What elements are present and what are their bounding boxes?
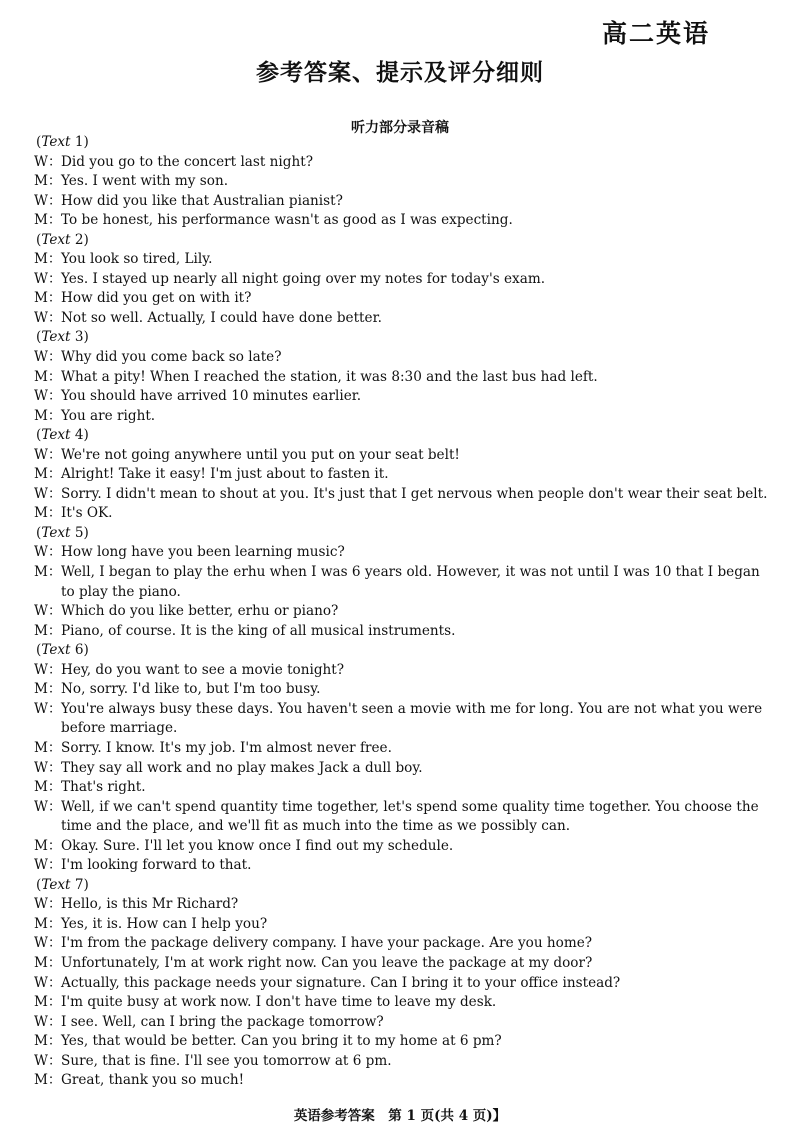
text-heading-number: 2 bbox=[74, 231, 84, 248]
dialogue-text: Actually, this package needs your signature. Can I bring it to your office instead? bbox=[61, 974, 621, 991]
dialogue-text: Yes. I stayed up nearly all night going over my notes for today's exam. bbox=[61, 270, 546, 287]
speaker-initial: W bbox=[34, 1052, 48, 1069]
text-heading-label: Text bbox=[41, 134, 71, 150]
text-heading-number: 6 bbox=[74, 642, 84, 659]
dialogue-text: Not so well. Actually, I could have done better. bbox=[61, 309, 382, 326]
speaker-initial: W bbox=[34, 798, 48, 815]
dialogue-text: Why did you come back so late? bbox=[61, 349, 282, 366]
speaker-label: M： bbox=[34, 212, 62, 229]
dialogue-line bbox=[34, 543, 774, 563]
dialogue-line bbox=[34, 974, 774, 994]
speaker-initial: W bbox=[34, 270, 48, 287]
speaker-initial: W bbox=[34, 661, 48, 678]
speaker-label: W： bbox=[34, 192, 62, 209]
dialogue-text: We're not going anywhere until you put on your seat belt! bbox=[61, 446, 460, 463]
text-heading-number: 5 bbox=[74, 524, 84, 541]
speaker-initial: W bbox=[34, 349, 48, 366]
text-heading-label: Text bbox=[41, 876, 71, 893]
dialogue-text: Piano, of course. It is the king of all musical instruments. bbox=[61, 622, 456, 639]
text-heading: (Text 4) bbox=[36, 427, 89, 444]
dialogue-line bbox=[34, 270, 774, 290]
section-title: 听力部分录音稿 bbox=[351, 120, 449, 136]
speaker-initial: M bbox=[34, 837, 48, 854]
speaker-label: M： bbox=[34, 290, 62, 307]
dialogue-text: What a pity! When I reached the station, it was 8:30 and the last bus had left. bbox=[61, 368, 598, 385]
speaker-label: M： bbox=[34, 779, 62, 796]
dialogue-line bbox=[34, 798, 774, 837]
dialogue-text: You're always busy these days. You haven't seen a movie with me for long. You are not what you were before marriage. bbox=[61, 700, 763, 737]
text-heading: (Text 1) bbox=[36, 134, 89, 150]
dialogue-line bbox=[34, 915, 774, 935]
speaker-label: W： bbox=[34, 759, 62, 776]
dialogue-line bbox=[34, 837, 774, 857]
dialogue-line bbox=[34, 368, 774, 388]
speaker-label: M： bbox=[34, 173, 62, 190]
dialogue-line bbox=[34, 1032, 774, 1052]
text-heading-label: Text bbox=[41, 329, 71, 346]
dialogue-line bbox=[34, 622, 774, 642]
dialogue-line bbox=[34, 465, 774, 485]
speaker-initial: M bbox=[34, 681, 48, 698]
text-heading-number: 4 bbox=[74, 427, 84, 444]
dialogue-line bbox=[34, 680, 774, 700]
dialogue-line bbox=[34, 778, 774, 798]
speaker-initial: M bbox=[34, 173, 48, 190]
speaker-label: W： bbox=[34, 603, 62, 620]
dialogue-text: No, sorry. I'd like to, but I'm too busy. bbox=[61, 681, 321, 698]
page-footer: 英语参考答案 第 1 页(共 4 页)】 bbox=[293, 1108, 507, 1124]
dialogue-line bbox=[34, 856, 774, 876]
speaker-label: W： bbox=[34, 700, 62, 717]
dialogue-line bbox=[34, 1052, 774, 1072]
subject-label: 高二英语 bbox=[601, 19, 710, 48]
speaker-label: M： bbox=[34, 994, 62, 1011]
speaker-label: W： bbox=[34, 153, 62, 170]
speaker-label: W： bbox=[34, 309, 62, 326]
speaker-label: W： bbox=[34, 270, 62, 287]
text-heading-number: 1 bbox=[74, 134, 84, 150]
speaker-label: W： bbox=[34, 857, 62, 874]
speaker-initial: M bbox=[34, 212, 48, 229]
speaker-initial: M bbox=[34, 505, 48, 522]
listening-transcript bbox=[34, 133, 774, 1091]
dialogue-text: Sure, that is fine. I'll see you tomorrow at 6 pm. bbox=[61, 1052, 392, 1069]
dialogue-line bbox=[34, 661, 774, 681]
speaker-initial: M bbox=[34, 407, 48, 424]
dialogue-line bbox=[34, 759, 774, 779]
speaker-initial: W bbox=[34, 700, 48, 717]
text-heading: (Text 7) bbox=[36, 876, 89, 893]
speaker-label: M： bbox=[34, 564, 62, 581]
dialogue-text: Sorry. I know. It's my job. I'm almost never free. bbox=[61, 739, 392, 756]
text-heading-label: Text bbox=[41, 524, 71, 541]
speaker-label: M： bbox=[34, 407, 62, 424]
dialogue-line bbox=[34, 250, 774, 270]
speaker-initial: M bbox=[34, 622, 48, 639]
speaker-initial: M bbox=[34, 368, 48, 385]
dialogue-line bbox=[34, 739, 774, 759]
speaker-initial: M bbox=[34, 739, 48, 756]
dialogue-line bbox=[34, 446, 774, 466]
dialogue-line bbox=[34, 954, 774, 974]
text-heading-label: Text bbox=[41, 427, 71, 444]
dialogue-line bbox=[34, 504, 774, 524]
speaker-initial: W bbox=[34, 485, 48, 502]
speaker-initial: W bbox=[34, 192, 48, 209]
speaker-initial: M bbox=[34, 466, 48, 483]
speaker-label: M： bbox=[34, 251, 62, 268]
speaker-label: M： bbox=[34, 1033, 62, 1050]
speaker-initial: M bbox=[34, 251, 48, 268]
dialogue-line bbox=[34, 993, 774, 1013]
dialogue-line bbox=[34, 387, 774, 407]
speaker-label: W： bbox=[34, 1013, 62, 1030]
speaker-label: M： bbox=[34, 739, 62, 756]
speaker-initial: M bbox=[34, 1033, 48, 1050]
speaker-initial: W bbox=[34, 309, 48, 326]
speaker-initial: W bbox=[34, 974, 48, 991]
speaker-initial: W bbox=[34, 1013, 48, 1030]
speaker-initial: M bbox=[34, 994, 48, 1011]
speaker-initial: M bbox=[34, 779, 48, 796]
dialogue-line bbox=[34, 289, 774, 309]
speaker-initial: W bbox=[34, 935, 48, 952]
speaker-label: W： bbox=[34, 388, 62, 405]
dialogue-text: How long have you been learning music? bbox=[61, 544, 345, 561]
dialogue-text: Unfortunately, I'm at work right now. Can you leave the package at my door? bbox=[61, 954, 593, 971]
speaker-initial: W bbox=[34, 388, 48, 405]
dialogue-line bbox=[34, 700, 774, 739]
dialogue-text: Yes, that would be better. Can you bring it to my home at 6 pm? bbox=[61, 1033, 502, 1050]
dialogue-text: Hello, is this Mr Richard? bbox=[61, 896, 239, 913]
dialogue-text: I'm from the package delivery company. I have your package. Are you home? bbox=[61, 935, 593, 952]
speaker-label: M： bbox=[34, 915, 62, 932]
speaker-label: W： bbox=[34, 485, 62, 502]
speaker-label: M： bbox=[34, 954, 62, 971]
dialogue-text: Yes. I went with my son. bbox=[61, 173, 229, 190]
dialogue-line bbox=[34, 192, 774, 212]
speaker-initial: W bbox=[34, 896, 48, 913]
text-heading-label: Text bbox=[41, 642, 71, 659]
dialogue-line bbox=[34, 172, 774, 192]
text-heading: (Text 2) bbox=[36, 231, 89, 248]
speaker-label: M： bbox=[34, 368, 62, 385]
speaker-label: W： bbox=[34, 446, 62, 463]
speaker-label: W： bbox=[34, 544, 62, 561]
text-heading: (Text 6) bbox=[36, 642, 89, 659]
speaker-label: W： bbox=[34, 974, 62, 991]
speaker-initial: M bbox=[34, 1072, 48, 1089]
dialogue-text: Hey, do you want to see a movie tonight? bbox=[61, 661, 345, 678]
dialogue-text: Well, I began to play the erhu when I was 6 years old. However, it was not until I was 10 that I began to play the piano. bbox=[61, 564, 760, 600]
dialogue-line bbox=[34, 309, 774, 329]
dialogue-text: You should have arrived 10 minutes earlier. bbox=[61, 388, 362, 405]
dialogue-text: They say all work and no play makes Jack a dull boy. bbox=[61, 759, 423, 776]
speaker-label: M： bbox=[34, 505, 62, 522]
speaker-initial: W bbox=[34, 759, 48, 776]
dialogue-text: To be honest, his performance wasn't as good as I was expecting. bbox=[61, 212, 513, 229]
speaker-initial: W bbox=[34, 153, 48, 170]
dialogue-line bbox=[34, 485, 774, 505]
dialogue-text: Which do you like better, erhu or piano? bbox=[61, 603, 339, 620]
speaker-label: W： bbox=[34, 661, 62, 678]
dialogue-line bbox=[34, 1013, 774, 1033]
dialogue-text: Sorry. I didn't mean to shout at you. It's just that I get nervous when people don't wear their seat belt. bbox=[61, 485, 768, 502]
dialogue-text: I see. Well, can I bring the package tomorrow? bbox=[61, 1013, 384, 1030]
speaker-label: W： bbox=[34, 1052, 62, 1069]
speaker-label: W： bbox=[34, 798, 62, 815]
speaker-label: M： bbox=[34, 1072, 62, 1089]
speaker-label: W： bbox=[34, 349, 62, 366]
text-heading-label: Text bbox=[41, 231, 71, 248]
speaker-initial: W bbox=[34, 603, 48, 620]
dialogue-text: Okay. Sure. I'll let you know once I find out my schedule. bbox=[61, 837, 454, 854]
speaker-initial: M bbox=[34, 564, 48, 581]
page-title: 参考答案、提示及评分细则 bbox=[256, 60, 544, 86]
speaker-label: M： bbox=[34, 466, 62, 483]
speaker-initial: W bbox=[34, 446, 48, 463]
dialogue-line bbox=[34, 563, 774, 602]
dialogue-line bbox=[34, 934, 774, 954]
dialogue-text: I'm quite busy at work now. I don't have time to leave my desk. bbox=[61, 994, 497, 1011]
dialogue-text: I'm looking forward to that. bbox=[61, 857, 252, 874]
speaker-initial: M bbox=[34, 290, 48, 307]
dialogue-line bbox=[34, 211, 774, 231]
dialogue-text: Yes, it is. How can I help you? bbox=[61, 915, 268, 932]
dialogue-text: Great, thank you so much! bbox=[61, 1072, 245, 1089]
speaker-label: M： bbox=[34, 681, 62, 698]
dialogue-text: It's OK. bbox=[61, 505, 113, 522]
dialogue-line bbox=[34, 602, 774, 622]
dialogue-text: Well, if we can't spend quantity time together, let's spend some quality time together. You choose the time and the place, and we'll fit as much into the time as we possibly can. bbox=[61, 798, 759, 835]
text-heading-number: 7 bbox=[74, 876, 84, 893]
dialogue-text: How did you get on with it? bbox=[61, 290, 252, 307]
dialogue-text: Did you go to the concert last night? bbox=[61, 153, 313, 170]
dialogue-line bbox=[34, 1071, 774, 1091]
dialogue-text: You are right. bbox=[61, 407, 156, 424]
speaker-initial: M bbox=[34, 954, 48, 971]
speaker-initial: M bbox=[34, 915, 48, 932]
speaker-initial: W bbox=[34, 857, 48, 874]
dialogue-line bbox=[34, 407, 774, 427]
speaker-label: W： bbox=[34, 896, 62, 913]
dialogue-text: Alright! Take it easy! I'm just about to fasten it. bbox=[61, 466, 389, 483]
speaker-initial: W bbox=[34, 544, 48, 561]
speaker-label: M： bbox=[34, 622, 62, 639]
speaker-label: W： bbox=[34, 935, 62, 952]
dialogue-text: How did you like that Australian pianist? bbox=[61, 192, 343, 209]
dialogue-text: That's right. bbox=[61, 779, 146, 796]
dialogue-line bbox=[34, 348, 774, 368]
dialogue-line bbox=[34, 153, 774, 173]
dialogue-text: You look so tired, Lily. bbox=[61, 251, 213, 268]
text-heading: (Text 3) bbox=[36, 329, 89, 346]
text-heading: (Text 5) bbox=[36, 524, 89, 541]
text-heading-number: 3 bbox=[74, 329, 84, 346]
speaker-label: M： bbox=[34, 837, 62, 854]
dialogue-line bbox=[34, 895, 774, 915]
